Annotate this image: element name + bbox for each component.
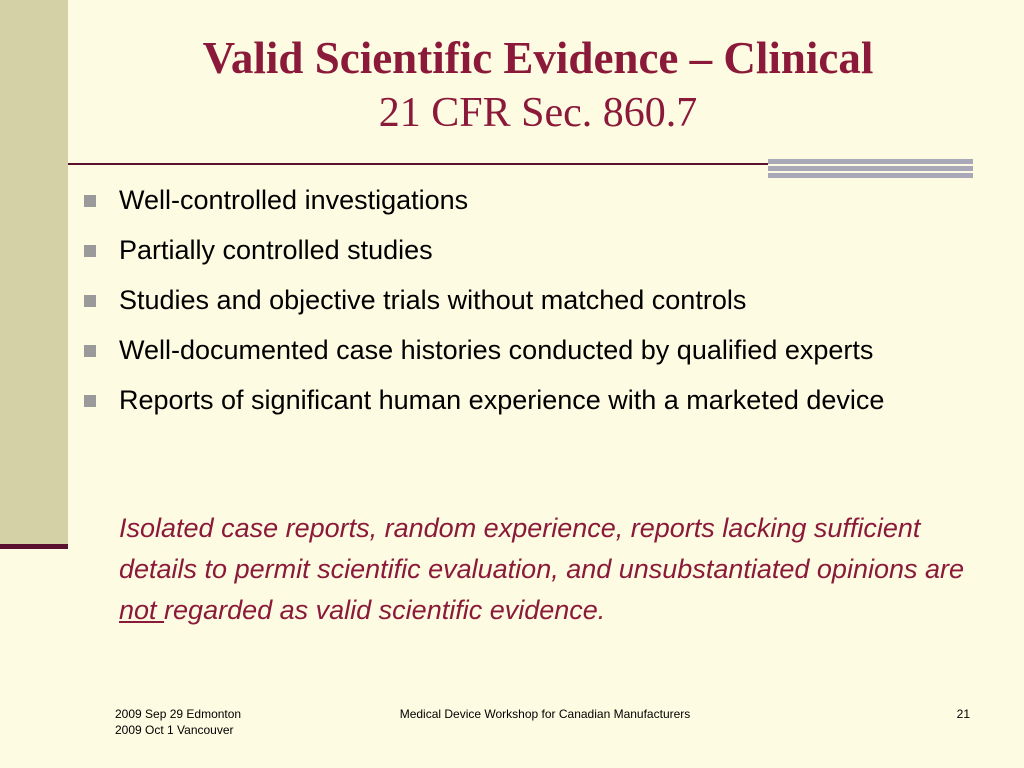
bullet-text: Studies and objective trials without matched controls — [119, 285, 747, 315]
footer-event: Medical Device Workshop for Canadian Manufacturers — [399, 707, 691, 721]
bullet-list — [84, 180, 994, 430]
footer-date-line-2: 2009 Oct 1 Vancouver — [115, 723, 234, 737]
slide-title: Valid Scientific Evidence – Clinical — [202, 33, 874, 83]
page-number: 21 — [956, 707, 970, 721]
square-bullet-icon — [84, 295, 96, 307]
footer-date-line-1: 2009 Sep 29 Edmonton — [115, 707, 242, 721]
bullet-item — [84, 330, 994, 370]
note-text-after: regarded as valid scientific evidence. — [164, 595, 606, 625]
note-emphasis: not — [119, 595, 165, 625]
square-bullet-icon — [84, 195, 96, 207]
bullet-text: Partially controlled studies — [119, 235, 433, 265]
bullet-item — [84, 230, 994, 270]
side-band-rule — [0, 544, 68, 549]
note-text-before: Isolated case reports, random experience, reports lacking sufficient details to permit scientific evaluation, and unsubstantiated opinions are — [119, 513, 965, 584]
bullet-item — [84, 280, 994, 320]
square-bullet-icon — [84, 245, 96, 257]
square-bullet-icon — [84, 345, 96, 357]
square-bullet-icon — [84, 395, 96, 407]
side-band — [0, 0, 68, 548]
slide-subtitle: 21 CFR Sec. 860.7 — [378, 89, 698, 136]
bullet-text: Well-controlled investigations — [119, 185, 469, 215]
footer-dates — [115, 706, 241, 738]
bullet-item — [84, 380, 994, 420]
bullet-text: Reports of significant human experience with a marketed device — [119, 385, 885, 415]
slide-title-block — [68, 34, 1008, 136]
bullet-text: Well-documented case histories conducted by qualified experts — [119, 335, 874, 365]
exclusion-note — [119, 508, 999, 631]
decorative-bar — [768, 159, 973, 179]
bullet-item — [84, 180, 994, 220]
title-divider — [68, 163, 768, 165]
